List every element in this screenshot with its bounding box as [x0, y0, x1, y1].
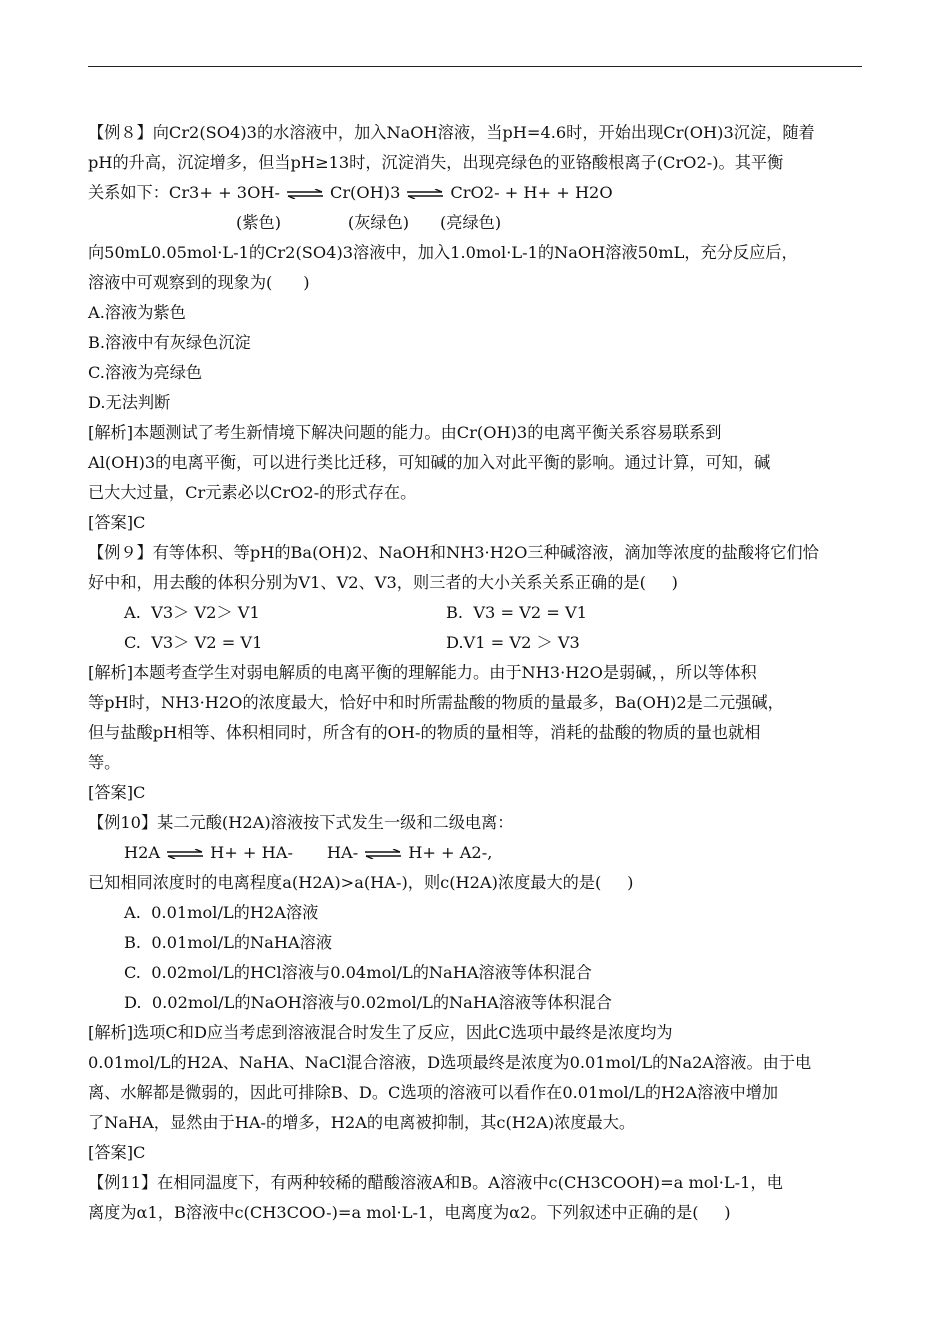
example-10-option-b: B. 0.01mol/L的NaHA溶液 [124, 933, 333, 952]
header-rule [88, 66, 862, 67]
example-9-options-cd [88, 628, 864, 658]
example-9-line-1: 【例９】有等体积、等pH的Ba(OH)2、NaOH和NH3·H2O三种碱溶液，滴加等浓度的盐酸将它们恰 [88, 543, 819, 562]
example-10-option-a: A. 0.01mol/L的H2A溶液 [124, 903, 319, 922]
equation-middle: Cr(OH)3 [329, 183, 401, 202]
example-9-option-b: B. V3 = V2 = V1 [446, 603, 588, 622]
example-8-analysis-2: Al(OH)3的电离平衡，可以进行类比迁移，可知碱的加入对此平衡的影响。通过计算，可知，碱 [88, 453, 771, 472]
example-10-answer: [答案]C [88, 1143, 146, 1162]
document-body [88, 118, 864, 1228]
equation-2-left: HA- [326, 843, 359, 862]
example-9-analysis-2: 等pH时，NH3·H2O的浓度最大，恰好中和时所需盐酸的物质的量最多，Ba(OH)2是二元强碱， [88, 693, 784, 712]
example-8-line-6: 溶液中可观察到的现象为( ) [88, 273, 310, 292]
equation-2-right: H+ + A2-, [408, 843, 493, 862]
example-8-analysis-3: 已大大过量，Cr元素必以CrO2-的形式存在。 [88, 483, 417, 502]
equation-left: 关系如下：Cr3+ + 3OH- [88, 183, 280, 202]
equation-1-right: H+ + HA- [210, 843, 293, 862]
example-8-option-c: C.溶液为亮绿色 [88, 363, 203, 382]
example-11-line-2: 离度为α1，B溶液中c(CH3COO-)=a mol·L-1，电离度为α2。下列叙述中正确的是( ) [88, 1203, 731, 1222]
example-8-option-b: B.溶液中有灰绿色沉淀 [88, 333, 251, 352]
example-8-line-5: 向50mL0.05mol·L-1的Cr2(SO4)3溶液中，加入1.0mol·L-1的NaOH溶液50mL，充分反应后， [88, 243, 798, 262]
example-10-analysis-2: 0.01mol/L的H2A、NaHA、NaCl混合溶液，D选项最终是浓度为0.01mol/L的Na2A溶液。由于电 [88, 1053, 812, 1072]
example-10-option-c: C. 0.02mol/L的HCl溶液与0.04mol/L的NaHA溶液等体积混合 [124, 963, 592, 982]
example-9-analysis-4: 等。 [88, 753, 121, 772]
example-10-analysis-4: 了NaHA，显然由于HA-的增多，H2A的电离被抑制，其c(H2A)浓度最大。 [88, 1113, 636, 1132]
equilibrium-arrow-icon [165, 849, 205, 859]
example-10-line-1: 【例10】某二元酸(H2A)溶液按下式发生一级和二级电离： [88, 813, 514, 832]
example-11-line-1: 【例11】在相同温度下，有两种较稀的醋酸溶液A和B。A溶液中c(CH3COOH)=a mol·L-1，电 [88, 1173, 783, 1192]
example-8-color-labels: (紫色) (灰绿色) (亮绿色) [236, 213, 502, 232]
example-8-analysis-1: [解析]本题测试了考生新情境下解决问题的能力。由Cr(OH)3的电离平衡关系容易联系到 [88, 423, 722, 442]
example-8-option-a: A.溶液为紫色 [88, 303, 186, 322]
example-9-options-ab [88, 598, 864, 628]
example-8-line-1: 【例８】向Cr2(SO4)3的水溶液中，加入NaOH溶液，当pH=4.6时，开始出现Cr(OH)3沉淀，随着 [88, 123, 815, 142]
example-8-option-d: D.无法判断 [88, 393, 171, 412]
equilibrium-arrow-icon [363, 849, 403, 859]
example-9-analysis-3: 但与盐酸pH相等、体积相同时，所含有的OH-的物质的量相等，消耗的盐酸的物质的量也就相 [88, 723, 761, 742]
equilibrium-arrow-icon [405, 189, 445, 199]
equation-1-left: H2A [124, 843, 161, 862]
example-10-analysis-1: [解析]选项C和D应当考虑到溶液混合时发生了反应，因此C选项中最终是浓度均为 [88, 1023, 673, 1042]
example-9-analysis-1: [解析]本题考查学生对弱电解质的电离平衡的理解能力。由于NH3·H2O是弱碱，，所以等体积 [88, 663, 757, 682]
example-10-equations [88, 838, 864, 868]
example-10-analysis-3: 离、水解都是微弱的，因此可排除B、D。C选项的溶液可以看作在0.01mol/L的H2A溶液中增加 [88, 1083, 779, 1102]
equilibrium-arrow-icon [285, 189, 325, 199]
example-10-option-d: D. 0.02mol/L的NaOH溶液与0.02mol/L的NaHA溶液等体积混合 [124, 993, 612, 1012]
example-9-option-d: D.V1 = V2 ＞ V3 [446, 633, 580, 652]
equation-right: CrO2- + H+ + H2O [450, 183, 613, 202]
example-9-option-c: C. V3＞ V2 = V1 [124, 633, 263, 652]
example-10-line-3: 已知相同浓度时的电离程度a(H2A)>a(HA-)，则c(H2A)浓度最大的是( ) [88, 873, 634, 892]
example-9-answer: [答案]C [88, 783, 146, 802]
example-8-equation [88, 178, 864, 208]
example-8-line-2: pH的升高，沉淀增多，但当pH≥13时，沉淀消失，出现亮绿色的亚铬酸根离子(CrO2-)。其平衡 [88, 153, 784, 172]
example-9-line-2: 好中和，用去酸的体积分别为V1、V2、V3，则三者的大小关系关系正确的是( ) [88, 573, 678, 592]
example-8-answer: [答案]C [88, 513, 146, 532]
example-9-option-a: A. V3＞ V2＞ V1 [124, 603, 260, 622]
